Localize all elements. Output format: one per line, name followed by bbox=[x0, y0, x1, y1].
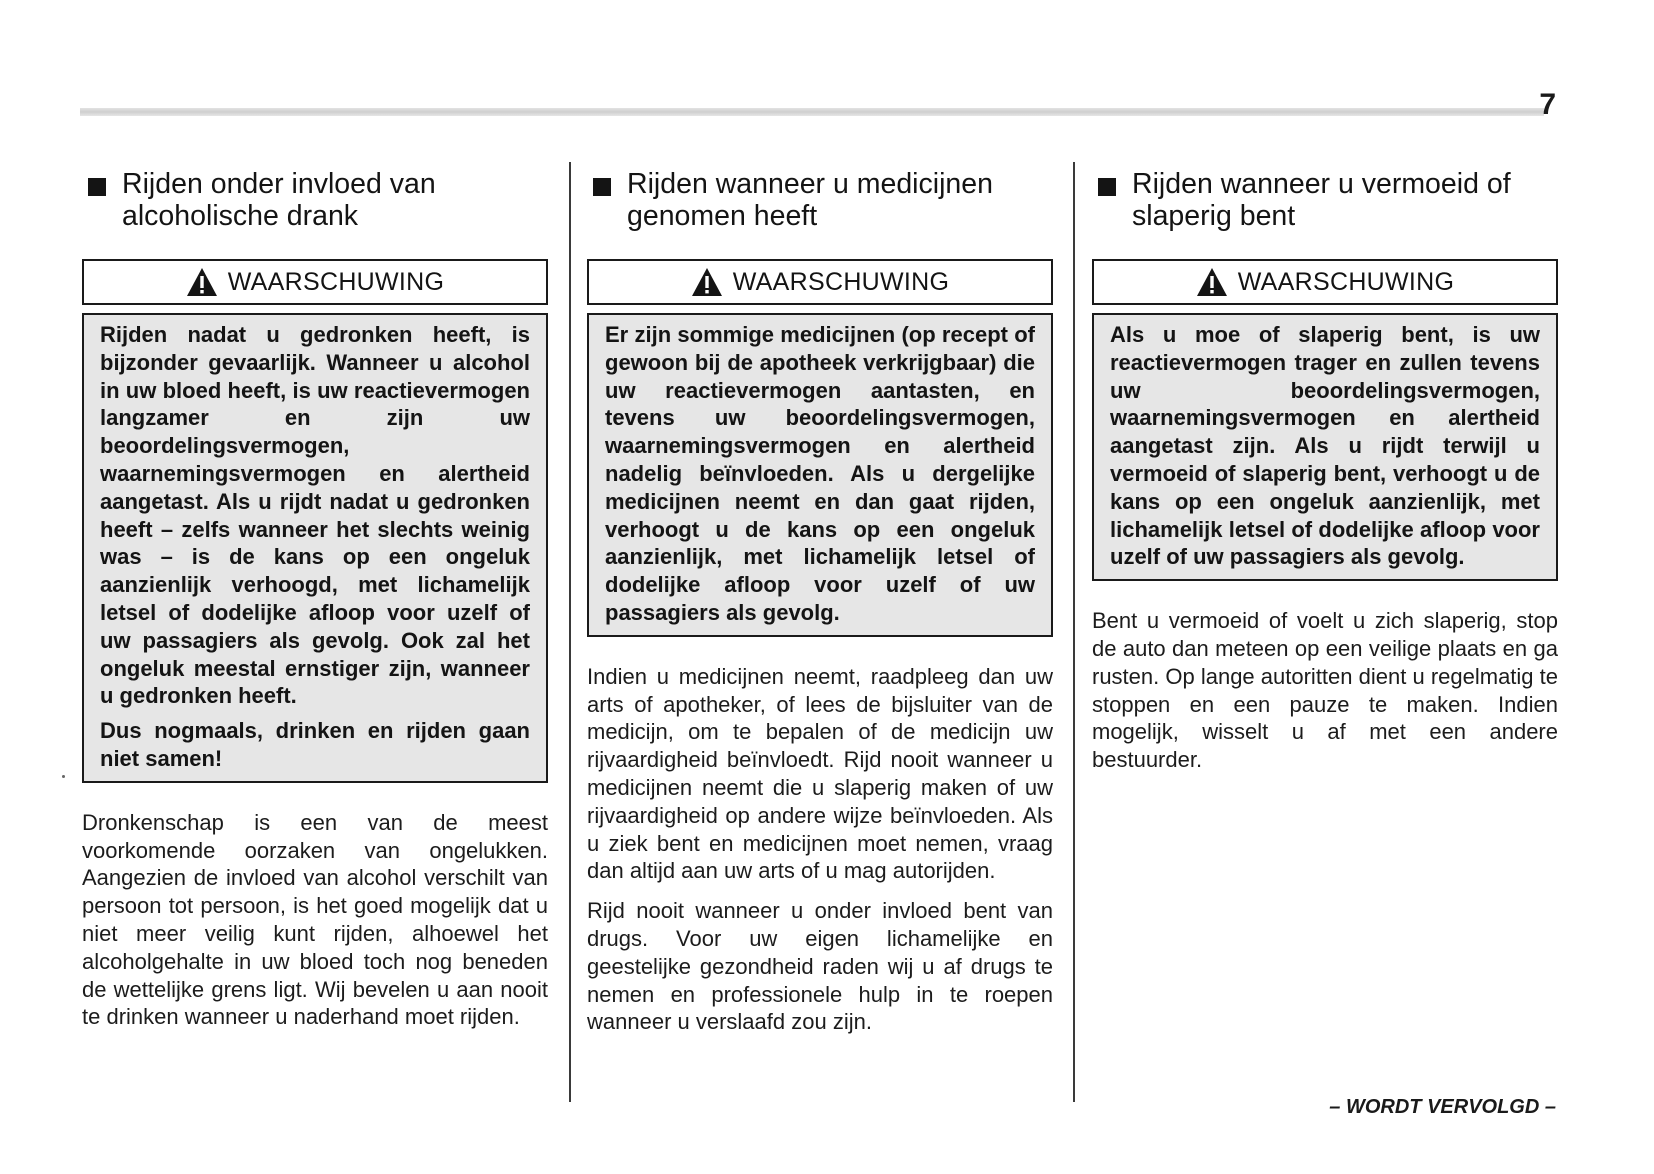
column-divider-2 bbox=[1073, 162, 1075, 1102]
body-paragraph: Indien u medicijnen neemt, raadpleeg dan uw arts of apotheker, of lees de bijsluiter van de medicijn, om te bepalen of de medicijn uw rijvaardigheid beïnvloedt. Rijd nooit wanneer u medicijnen neemt die u slaperig maken of uw rijvaardigheid op andere wijze beïnvloeden. Als u ziek bent en medicijnen moet nemen, vraag dan altijd aan uw arts of u mag autorijden. bbox=[587, 663, 1053, 884]
warning-header bbox=[587, 259, 1053, 305]
warning-triangle-icon bbox=[1196, 267, 1228, 297]
section-title-medication bbox=[587, 168, 1053, 232]
square-bullet-icon bbox=[593, 178, 611, 196]
section-title-alcohol bbox=[82, 168, 548, 232]
scan-speck bbox=[62, 775, 65, 778]
warning-paragraph: Als u moe of slaperig bent, is uw reactievermogen trager en zullen tevens uw beoordelingsvermogen, waarnemingsvermogen en alertheid aangetast zijn. Als u rijdt terwijl u vermoeid of slaperig bent, verhoogt u de kans op een ongeluk aanzienlijk, met lichamelijk letsel of dodelijke afloop voor uzelf of uw passagiers als gevolg. bbox=[1110, 322, 1540, 570]
warning-triangle-icon bbox=[186, 267, 218, 297]
warning-label: WAARSCHUWING bbox=[227, 267, 445, 296]
warning-paragraph: Er zijn sommige medicijnen (op recept of gewoon bij de apotheek verkrijgbaar) die uw reactievermogen aantasten, en tevens uw beoordelingsvermogen, waarnemingsvermogen en alertheid nadelig beïnvloeden. Als u dergelijke medicijnen neemt en dan gaat rijden, verhoogt u de kans op een ongeluk aanzienlijk, met lichamelijk letsel of dodelijke afloop voor uzelf of uw passagiers als gevolg. bbox=[605, 322, 1035, 625]
warning-label: WAARSCHUWING bbox=[732, 267, 950, 296]
section-title-text: Rijden wanneer u medicijnen genomen heeft bbox=[627, 168, 993, 232]
warning-header bbox=[82, 259, 548, 305]
warning-header bbox=[1092, 259, 1558, 305]
warning-triangle-icon bbox=[691, 267, 723, 297]
header-rule bbox=[80, 108, 1544, 116]
section-title-text: Rijden onder invloed van alcoholische drank bbox=[122, 168, 436, 232]
body-paragraph: Dronkenschap is een van de meest voorkomende oorzaken van ongelukken. Aangezien de invloed van alcohol verschilt van persoon tot persoon, is het goed mogelijk dat u niet meer veilig kunt rijden, alhoewel het alcoholgehalte in uw bloed toch nog beneden de wettelijke grens ligt. Wij bevelen u aan nooit te drinken wanneer u naderhand moet rijden. bbox=[82, 809, 548, 1030]
warning-box bbox=[82, 313, 548, 783]
body-paragraph: Rijd nooit wanneer u onder invloed bent van drugs. Voor uw eigen lichamelijke en geestelijke gezondheid raden wij u af drugs te nemen en professionele hulp in te roepen wanneer u verslaafd zou zijn. bbox=[587, 898, 1053, 1035]
square-bullet-icon bbox=[88, 178, 106, 196]
warning-paragraph: Dus nogmaals, drinken en rijden gaan niet samen! bbox=[100, 718, 530, 771]
warning-box bbox=[1092, 313, 1558, 581]
warning-box bbox=[587, 313, 1053, 637]
page-number: 7 bbox=[1539, 88, 1556, 121]
column-divider-1 bbox=[569, 162, 571, 1102]
section-title-fatigue bbox=[1092, 168, 1558, 232]
body-paragraph: Bent u vermoeid of voelt u zich slaperig, stop de auto dan meteen op een veilige plaats en ga rusten. Op lange autoritten dient u regelmatig te stoppen en een pauze te maken. Indien mogelijk, wisselt u af met een andere bestuurder. bbox=[1092, 608, 1558, 773]
square-bullet-icon bbox=[1098, 178, 1116, 196]
warning-label: WAARSCHUWING bbox=[1237, 267, 1455, 296]
warning-paragraph: Rijden nadat u gedronken heeft, is bijzonder gevaarlijk. Wanneer u alcohol in uw bloed heeft, is uw reactievermogen langzamer en zijn uw beoordelingsvermogen, waarnemingsvermogen en alertheid aangetast. Als u rijdt nadat u gedronken heeft – zelfs wanneer het slechts weinig was – is de kans op een ongeluk aanzienlijk verhoogd, met lichamelijk letsel of dodelijke afloop voor uzelf of uw passagiers als gevolg. Ook zal het ongeluk meestal ernstiger zijn, wanneer u gedronken heeft. bbox=[100, 322, 530, 709]
section-medication bbox=[587, 168, 1053, 1036]
continued-label: – WORDT VERVOLGD – bbox=[1329, 1096, 1556, 1118]
section-fatigue bbox=[1092, 168, 1558, 774]
section-alcohol bbox=[82, 168, 548, 1031]
section-title-text: Rijden wanneer u vermoeid of slaperig bent bbox=[1132, 168, 1511, 232]
